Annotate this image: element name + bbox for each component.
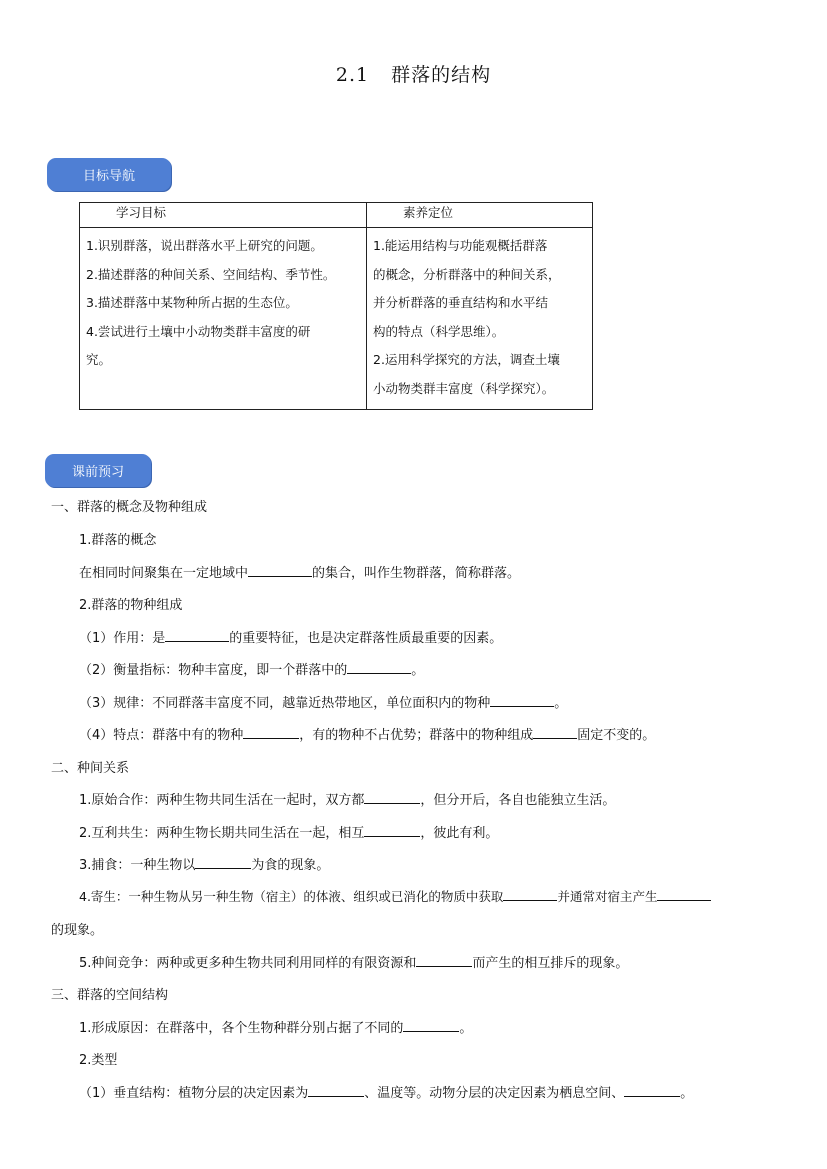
learning-goal-line: 究。 <box>86 352 112 367</box>
fill-line: （2）衡量指标：物种丰富度，即一个群落中的 。 <box>79 663 425 678</box>
section-tag-preview: 课前预习 <box>45 454 151 487</box>
goals-table <box>79 202 593 410</box>
answer-blank[interactable] <box>248 564 312 577</box>
fill-line: 1.形成原因：在群落中，各个生物种群分别占据了不同的 。 <box>79 1021 473 1036</box>
answer-blank[interactable] <box>533 726 577 739</box>
learning-goal-line: 2.描述群落的种间关系、空间结构、季节性。 <box>86 266 336 282</box>
section-tag-goals: 目标导航 <box>47 158 171 191</box>
answer-blank[interactable] <box>503 888 557 901</box>
learning-goal-line: 4.尝试进行土壤中小动物类群丰富度的研 <box>86 323 311 339</box>
fill-line: （1）垂直结构：植物分层的决定因素为 、温度等。动物分层的决定因素为栖息空间、 。 <box>79 1086 694 1101</box>
subheading-composition: 2.群落的物种组成 <box>79 598 183 613</box>
subheading-concept: 1.群落的概念 <box>79 533 157 548</box>
answer-blank[interactable] <box>308 1084 364 1097</box>
goals-header-literacy: 素养定位 <box>367 203 593 228</box>
fill-line: （4）特点：群落中有的物种 ，有的物种不占优势；群落中的物种组成 固定不变的。 <box>79 728 656 743</box>
goals-header-learning: 学习目标 <box>80 203 367 228</box>
fill-line: 4.寄生：一种生物从另一种生物（宿主）的体液、组织或已消化的物质中获取 并通常对宿主产生 <box>79 887 711 905</box>
learning-goal-line: 3.描述群落中某物种所占据的生态位。 <box>86 295 298 310</box>
answer-blank[interactable] <box>243 726 299 739</box>
answer-blank[interactable] <box>657 888 711 901</box>
answer-blank[interactable] <box>364 824 420 837</box>
literacy-goal-line: 1.能运用结构与功能观概括群落 <box>373 238 548 253</box>
heading-3: 三、群落的空间结构 <box>51 988 169 1003</box>
learning-goal-line: 1.识别群落，说出群落水平上研究的问题。 <box>86 238 323 253</box>
heading-2: 二、种间关系 <box>51 761 130 776</box>
fill-line: 1.原始合作：两种生物共同生活在一起时，双方都 ，但分开后，各自也能独立生活。 <box>79 793 616 808</box>
fill-line: （1）作用：是 的重要特征，也是决定群落性质最重要的因素。 <box>79 631 503 646</box>
answer-blank[interactable] <box>403 1019 459 1032</box>
fill-line: 2.互利共生：两种生物长期共同生活在一起，相互 ，彼此有利。 <box>79 826 499 841</box>
literacy-goal-line: 2.运用科学探究的方法，调查土壤 <box>373 352 560 367</box>
answer-blank[interactable] <box>347 661 411 674</box>
fill-line: 在相同时间聚集在一定地域中 的集合，叫作生物群落，简称群落。 <box>79 566 521 581</box>
subheading-types: 2.类型 <box>79 1053 118 1068</box>
section-number: 2.1 <box>335 64 370 86</box>
answer-blank[interactable] <box>165 629 229 642</box>
fill-line: 3.捕食：一种生物以 为食的现象。 <box>79 858 330 873</box>
literacy-goal-line: 构的特点（科学思维）。 <box>373 323 505 339</box>
heading-1: 一、群落的概念及物种组成 <box>51 500 208 515</box>
literacy-goals-cell <box>367 228 593 410</box>
title-text: 群落的结构 <box>391 64 492 86</box>
line-continuation: 的现象。 <box>51 923 104 938</box>
answer-blank[interactable] <box>195 856 251 869</box>
literacy-goal-line: 的概念，分析群落中的种间关系， <box>373 266 561 282</box>
learning-goals-cell <box>80 228 367 410</box>
fill-line: （3）规律：不同群落丰富度不同，越靠近热带地区，单位面积内的物种 。 <box>79 696 568 711</box>
fill-line: 5.种间竞争：两种或更多种生物共同利用同样的有限资源和 而产生的相互排斥的现象。 <box>79 956 629 971</box>
literacy-goal-line: 并分析群落的垂直结构和水平结 <box>373 295 549 310</box>
answer-blank[interactable] <box>364 791 420 804</box>
answer-blank[interactable] <box>490 694 554 707</box>
answer-blank[interactable] <box>416 954 472 967</box>
page-title <box>0 60 827 87</box>
answer-blank[interactable] <box>624 1084 680 1097</box>
literacy-goal-line: 小动物类群丰富度（科学探究）。 <box>373 380 555 396</box>
